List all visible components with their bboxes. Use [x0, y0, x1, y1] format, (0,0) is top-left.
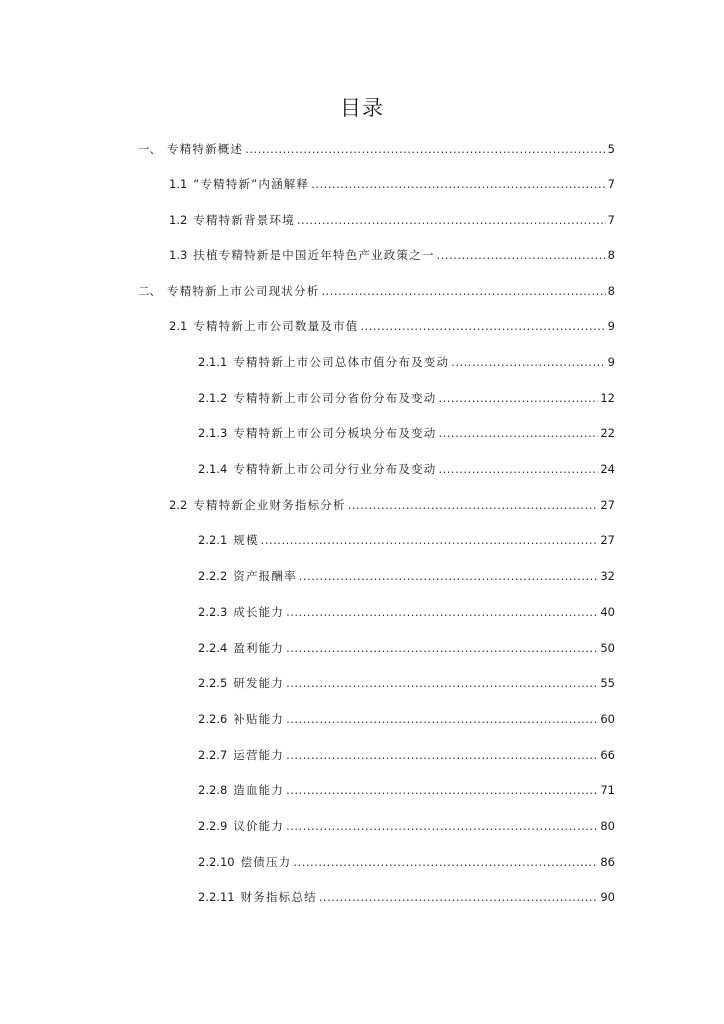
toc-entry-label: 造血能力: [233, 783, 285, 797]
toc-entry-page: 90: [600, 890, 615, 904]
toc-entry-label: 盈利能力: [233, 641, 285, 655]
toc-entry[interactable]: [198, 711, 615, 727]
toc-entry-label: 扶植专精特新是中国近年特色产业政策之一: [193, 248, 435, 262]
toc-entry[interactable]: [198, 461, 615, 477]
toc-entry-label: 专精特新上市公司分省份分布及变动: [233, 391, 437, 405]
toc-entry-page: 5: [607, 142, 615, 156]
toc-entry-label: 专精特新上市公司分行业分布及变动: [233, 462, 437, 476]
toc-entry-page: 24: [600, 462, 615, 476]
toc-entry-number: 2.2.4: [198, 641, 228, 655]
toc-leader-dots: [297, 212, 606, 228]
toc-entry-number: 2.2: [169, 498, 188, 512]
toc-entry[interactable]: [138, 283, 615, 299]
toc-entry-label: 专精特新上市公司分板块分布及变动: [233, 426, 437, 440]
toc-leader-dots: [438, 390, 598, 406]
toc-entry-number: 2.2.2: [198, 569, 228, 583]
toc-entry-number: 2.2.1: [198, 533, 228, 547]
toc-entry-page: 9: [607, 355, 615, 369]
toc-leader-dots: [319, 889, 599, 905]
toc-entry[interactable]: [169, 497, 615, 513]
toc-entry-label: 补贴能力: [233, 712, 285, 726]
toc-entry-number: 2.2.6: [198, 712, 228, 726]
toc-leader-dots: [261, 532, 599, 548]
toc-entry[interactable]: [198, 390, 615, 406]
toc-leader-dots: [348, 497, 599, 513]
toc-entry-number: 一、: [138, 142, 161, 156]
toc-leader-dots: [286, 747, 598, 763]
toc-entry-number: 2.2.10: [198, 855, 235, 869]
toc-entry-label: 专精特新上市公司总体市值分布及变动: [233, 355, 450, 369]
toc-entry-number: 2.2.7: [198, 748, 228, 762]
toc-entry-label: 专精特新企业财务指标分析: [193, 498, 346, 512]
toc-entry[interactable]: [198, 889, 615, 905]
toc-leader-dots: [286, 818, 598, 834]
toc-leader-dots: [299, 568, 599, 584]
toc-entry-page: 7: [607, 177, 615, 191]
toc-entry-page: 8: [607, 248, 615, 262]
toc-entry-number: 2.1.2: [198, 391, 228, 405]
toc-leader-dots: [293, 854, 598, 870]
toc-entry-number: 1.3: [169, 248, 188, 262]
toc-entry-page: 8: [607, 284, 615, 298]
toc-entry-number: 2.2.11: [198, 890, 235, 904]
toc-leader-dots: [245, 141, 605, 157]
toc-entry-label: 专精特新背景环境: [193, 213, 295, 227]
toc-entry-label: 财务指标总结: [240, 890, 317, 904]
toc-entry-label: 专精特新上市公司数量及市值: [193, 319, 359, 333]
toc-entry-page: 86: [600, 855, 615, 869]
toc-entry-label: 研发能力: [233, 676, 285, 690]
toc-entry-page: 27: [600, 533, 615, 547]
toc-entry-label: 偿债压力: [240, 855, 292, 869]
toc-entry[interactable]: [198, 354, 615, 370]
toc-entry-label: 运营能力: [233, 748, 285, 762]
toc-entry-page: 55: [600, 676, 615, 690]
toc-leader-dots: [286, 675, 598, 691]
toc-entry-page: 66: [600, 748, 615, 762]
toc-entry-page: 22: [600, 426, 615, 440]
toc-leader-dots: [360, 318, 605, 334]
toc-entry-page: 12: [600, 391, 615, 405]
toc-entry-number: 2.2.3: [198, 605, 228, 619]
toc-entry-number: 二、: [138, 284, 161, 298]
toc-entry[interactable]: [198, 747, 615, 763]
toc-entry[interactable]: [169, 212, 615, 228]
toc-leader-dots: [286, 782, 598, 798]
toc-entry[interactable]: [198, 818, 615, 834]
toc-entry[interactable]: [198, 568, 615, 584]
toc-leader-dots: [321, 283, 605, 299]
toc-entry[interactable]: [198, 640, 615, 656]
toc-entry-label: “专精特新”内涵解释: [193, 177, 310, 191]
toc-entry[interactable]: [198, 532, 615, 548]
toc-entry[interactable]: [198, 425, 615, 441]
toc-entry-number: 2.2.8: [198, 783, 228, 797]
toc-entry[interactable]: [169, 318, 615, 334]
toc-entry[interactable]: [198, 782, 615, 798]
page-title: 目录: [340, 96, 384, 120]
toc-entry-label: 资产报酬率: [233, 569, 297, 583]
toc-entry-number: 2.2.5: [198, 676, 228, 690]
toc-entry-page: 71: [600, 783, 615, 797]
toc-entry-page: 32: [600, 569, 615, 583]
toc-entry-label: 议价能力: [233, 819, 285, 833]
toc-leader-dots: [311, 176, 605, 192]
toc-entry[interactable]: [198, 675, 615, 691]
toc-leader-dots: [438, 461, 598, 477]
toc-entry[interactable]: [198, 604, 615, 620]
toc-entry-label: 专精特新概述: [167, 142, 244, 156]
toc-entry[interactable]: [198, 854, 615, 870]
toc-leader-dots: [286, 711, 598, 727]
toc-entry-page: 40: [600, 605, 615, 619]
toc-entry-page: 60: [600, 712, 615, 726]
toc-entry-number: 1.1: [169, 177, 188, 191]
toc-entry-number: 2.1: [169, 319, 188, 333]
toc-entry-page: 27: [600, 498, 615, 512]
toc-entry-page: 50: [600, 641, 615, 655]
toc-entry[interactable]: [138, 141, 615, 157]
toc-entry[interactable]: [169, 176, 615, 192]
toc-entry-label: 规模: [233, 533, 259, 547]
toc-entry-number: 2.1.3: [198, 426, 228, 440]
toc-entry-number: 1.2: [169, 213, 188, 227]
toc-entry[interactable]: [169, 247, 615, 263]
toc-entry-label: 成长能力: [233, 605, 285, 619]
toc-entry-number: 2.1.1: [198, 355, 228, 369]
toc-leader-dots: [286, 604, 598, 620]
toc-entry-label: 专精特新上市公司现状分析: [167, 284, 320, 298]
toc-entry-number: 2.2.9: [198, 819, 228, 833]
toc-entry-page: 7: [607, 213, 615, 227]
toc-leader-dots: [286, 640, 598, 656]
toc-entry-page: 9: [607, 319, 615, 333]
toc-entry-number: 2.1.4: [198, 462, 228, 476]
toc-entry-page: 80: [600, 819, 615, 833]
toc-leader-dots: [438, 425, 598, 441]
toc-leader-dots: [451, 354, 606, 370]
toc-leader-dots: [437, 247, 606, 263]
